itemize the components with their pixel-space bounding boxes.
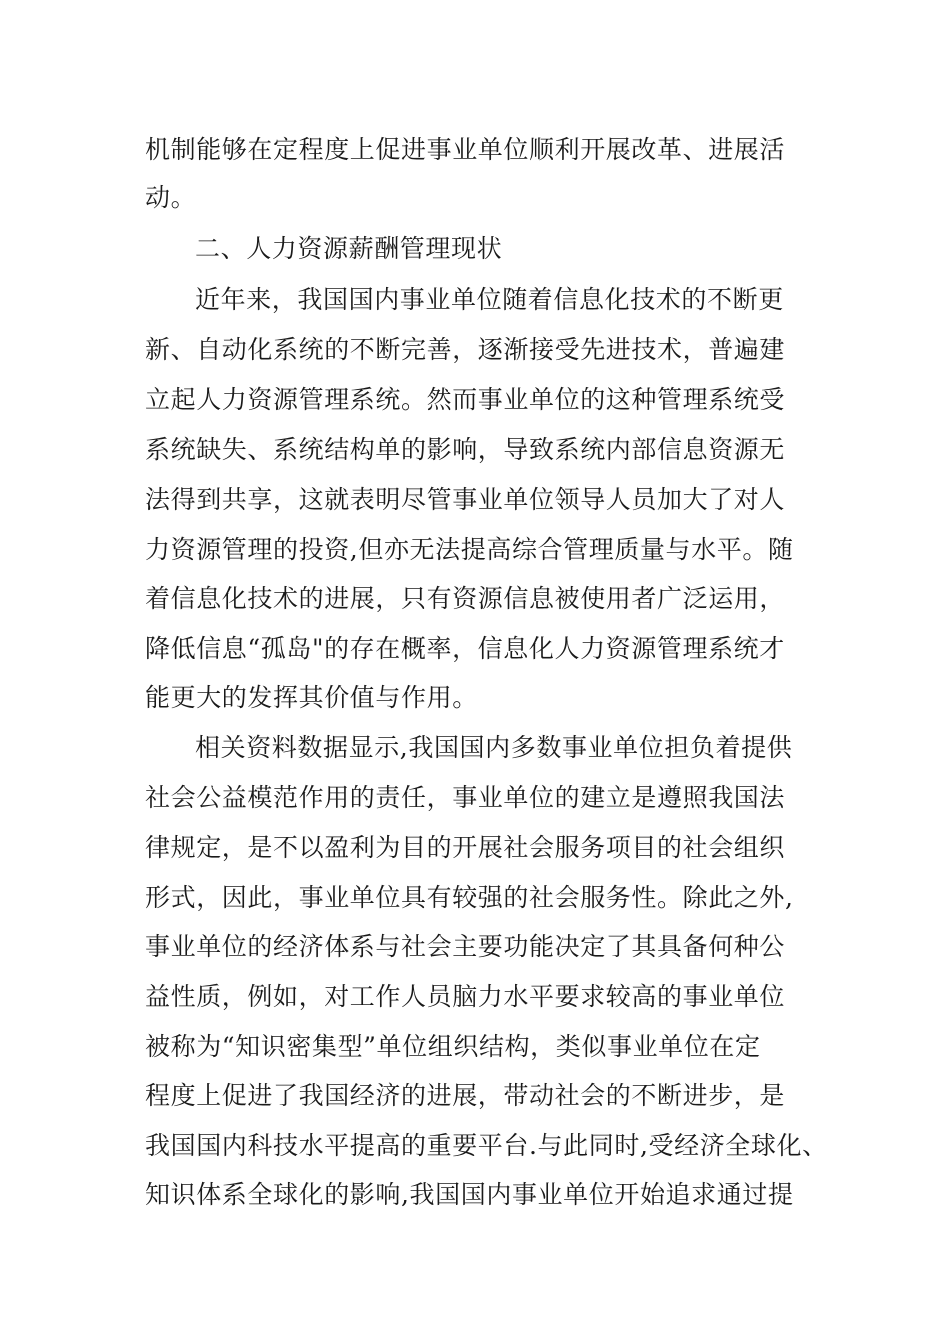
text-line: 程度上促进了我国经济的进展，带动社会的不断进步，是: [145, 1081, 786, 1110]
text-line: 着信息化技术的进展，只有资源信息被使用者广泛运用，: [145, 584, 786, 613]
text-line: 事业单位的经济体系与社会主要功能决定了其具备何种公: [145, 932, 786, 961]
text-line: 益性质，例如，对工作人员脑力水平要求较高的事业单位: [145, 982, 786, 1011]
section-heading: 二、人力资源薪酬管理现状: [195, 234, 503, 263]
text-line: 立起人力资源管理系统。然而事业单位的这种管理系统受: [145, 385, 786, 414]
text-line: 律规定，是不以盈利为目的开展社会服务项目的社会组织: [145, 833, 786, 862]
text-line: 新、自动化系统的不断完善，逐渐接受先进技术，普遍建: [145, 335, 786, 364]
text-line: 降低信息“孤岛"的存在概率，信息化人力资源管理系统才: [145, 634, 785, 663]
text-line: 相关资料数据显示,我国国内多数事业单位担负着提供: [195, 733, 793, 762]
text-line: 能更大的发挥其价值与作用。: [145, 683, 478, 712]
text-line: 我国国内科技水平提高的重要平台.与此同时,受经济全球化、: [145, 1131, 828, 1160]
text-line: 近年来，我国国内事业单位随着信息化技术的不断更: [195, 285, 784, 314]
text-line: 力资源管理的投资,但亦无法提高综合管理质量与水平。随: [145, 535, 794, 564]
text-line: 机制能够在定程度上促进事业单位顺利开展改革、进展活: [145, 135, 786, 164]
text-line: 被称为“知识密集型”单位组织结构，类似事业单位在定: [145, 1032, 761, 1061]
text-line: 动。: [145, 183, 197, 212]
text-line: 系统缺失、系统结构单的影响，导致系统内部信息资源无: [145, 435, 786, 464]
text-line: 知识体系全球化的影响,我国国内事业单位开始追求通过提: [145, 1180, 794, 1209]
text-line: 社会公益模范作用的责任，事业单位的建立是遵照我国法: [145, 783, 786, 812]
text-line: 形式，因此，事业单位具有较强的社会服务性。除此之外,: [145, 883, 794, 912]
text-line: 法得到共享，这就表明尽管事业单位领导人员加大了对人: [145, 485, 786, 514]
